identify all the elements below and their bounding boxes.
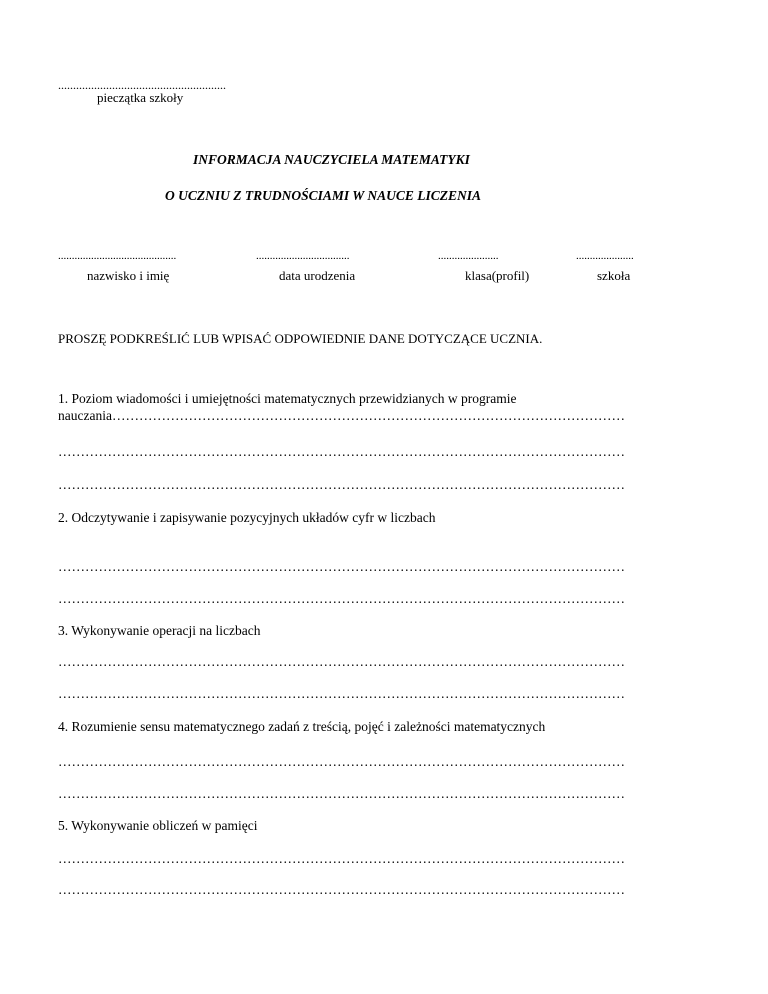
question-2-text: 2. Odczytywanie i zapisywanie pozycyjnych układów cyfr w liczbach <box>58 510 436 525</box>
question-1-text: 1. Poziom wiadomości i umiejętności matematycznych przewidzianych w programie <box>58 391 517 406</box>
question-3-answer-line-1[interactable]: ……………………………………………………………………………………………………………… <box>58 654 625 669</box>
question-3-text: 3. Wykonywanie operacji na liczbach <box>58 623 261 638</box>
question-1-answer-line-2[interactable]: ……………………………………………………………………………………………………………… <box>58 477 625 492</box>
question-5-answer-line-1[interactable]: ……………………………………………………………………………………………………………… <box>58 851 625 866</box>
document-title-line1: INFORMACJA NAUCZYCIELA MATEMATYKI <box>193 152 470 167</box>
question-4-answer-line-1[interactable]: ……………………………………………………………………………………………………………… <box>58 754 625 769</box>
name-field-dots[interactable]: ........................................... <box>58 250 177 262</box>
document-title-line2: O UCZNIU Z TRUDNOŚCIAMI W NAUCE LICZENIA <box>165 188 482 203</box>
class-field-dots[interactable]: ...................... <box>438 250 499 262</box>
school-field-dots[interactable]: ..................... <box>576 250 634 262</box>
birthdate-field-dots[interactable]: .................................. <box>256 250 350 262</box>
question-5-text: 5. Wykonywanie obliczeń w pamięci <box>58 818 258 833</box>
class-field-label: klasa(profil) <box>465 268 530 283</box>
name-field-label: nazwisko i imię <box>87 268 170 283</box>
instruction-text: PROSZĘ PODKREŚLIĆ LUB WPISAĆ ODPOWIEDNIE DANE DOTYCZĄCE UCZNIA. <box>58 331 543 346</box>
question-2-answer-line-2[interactable]: ……………………………………………………………………………………………………………… <box>58 591 625 606</box>
question-4-answer-line-2[interactable]: ……………………………………………………………………………………………………………… <box>58 786 625 801</box>
school-field-label: szkoła <box>597 268 631 283</box>
stamp-label: pieczątka szkoły <box>97 90 184 105</box>
question-4-text: 4. Rozumienie sensu matematycznego zadań z treścią, pojęć i zależności matematycznych <box>58 719 546 734</box>
question-1-answer-line-1[interactable]: ……………………………………………………………………………………………………………… <box>58 444 625 459</box>
birthdate-field-label: data urodzenia <box>279 268 356 283</box>
question-1-continuation[interactable]: nauczania…………………………………………………………………………………………………… <box>58 408 625 423</box>
question-2-answer-line-1[interactable]: ……………………………………………………………………………………………………………… <box>58 559 625 574</box>
question-5-answer-line-2[interactable]: ……………………………………………………………………………………………………………… <box>58 882 625 897</box>
question-3-answer-line-2[interactable]: ……………………………………………………………………………………………………………… <box>58 686 625 701</box>
stamp-dots: ........................................................ <box>58 78 226 92</box>
